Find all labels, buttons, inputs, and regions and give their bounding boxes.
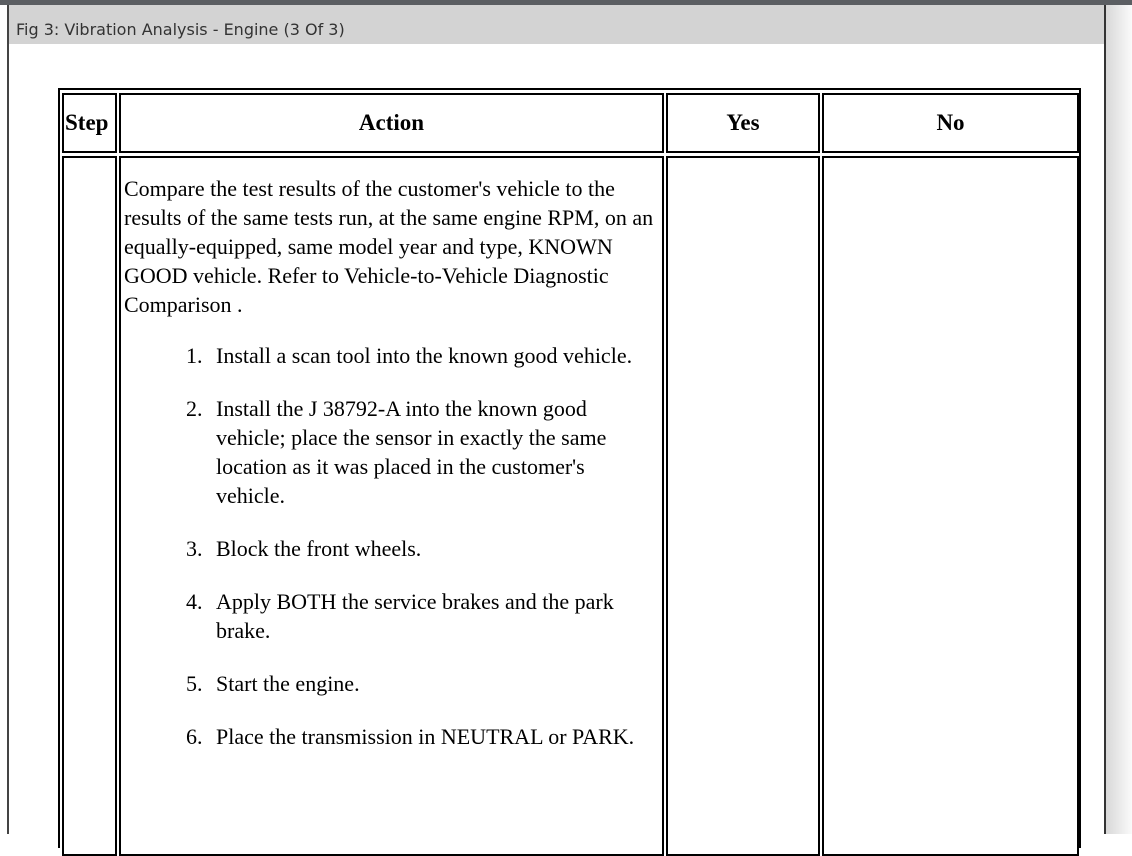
header-step: Step bbox=[62, 93, 117, 153]
list-item: 6. Place the transmission in NEUTRAL or PARK. bbox=[208, 722, 646, 751]
figure-title-bar bbox=[9, 5, 1104, 44]
scrollbar-area[interactable] bbox=[1106, 5, 1132, 834]
list-item: 5. Start the engine. bbox=[208, 669, 646, 698]
list-item: 1. Install a scan tool into the known good vehicle. bbox=[208, 341, 646, 370]
header-action: Action bbox=[119, 93, 664, 153]
yes-cell bbox=[666, 156, 820, 856]
action-cell bbox=[119, 156, 664, 856]
action-intro: Compare the test results of the customer's vehicle to the results of the same tests run, at the same engine RPM, on an equally-equipped, same model year and type, KNOWN GOOD vehicle. Refer to Vehicle-to-Vehicle Diagnostic Comparison . bbox=[124, 176, 654, 317]
left-border bbox=[7, 5, 9, 834]
list-item: 4. Apply BOTH the service brakes and the park brake. bbox=[208, 587, 646, 645]
step-cell bbox=[62, 156, 117, 856]
no-cell bbox=[822, 156, 1079, 856]
figure-title: Fig 3: Vibration Analysis - Engine (3 Of 3) bbox=[16, 20, 345, 39]
header-no: No bbox=[822, 93, 1079, 153]
list-item: 3. Block the front wheels. bbox=[208, 534, 646, 563]
action-steps-list bbox=[124, 341, 662, 751]
list-item: 2. Install the J 38792-A into the known good vehicle; place the sensor in exactly the same location as it was placed in the customer's vehicle. bbox=[208, 394, 646, 510]
header-yes: Yes bbox=[666, 93, 820, 153]
